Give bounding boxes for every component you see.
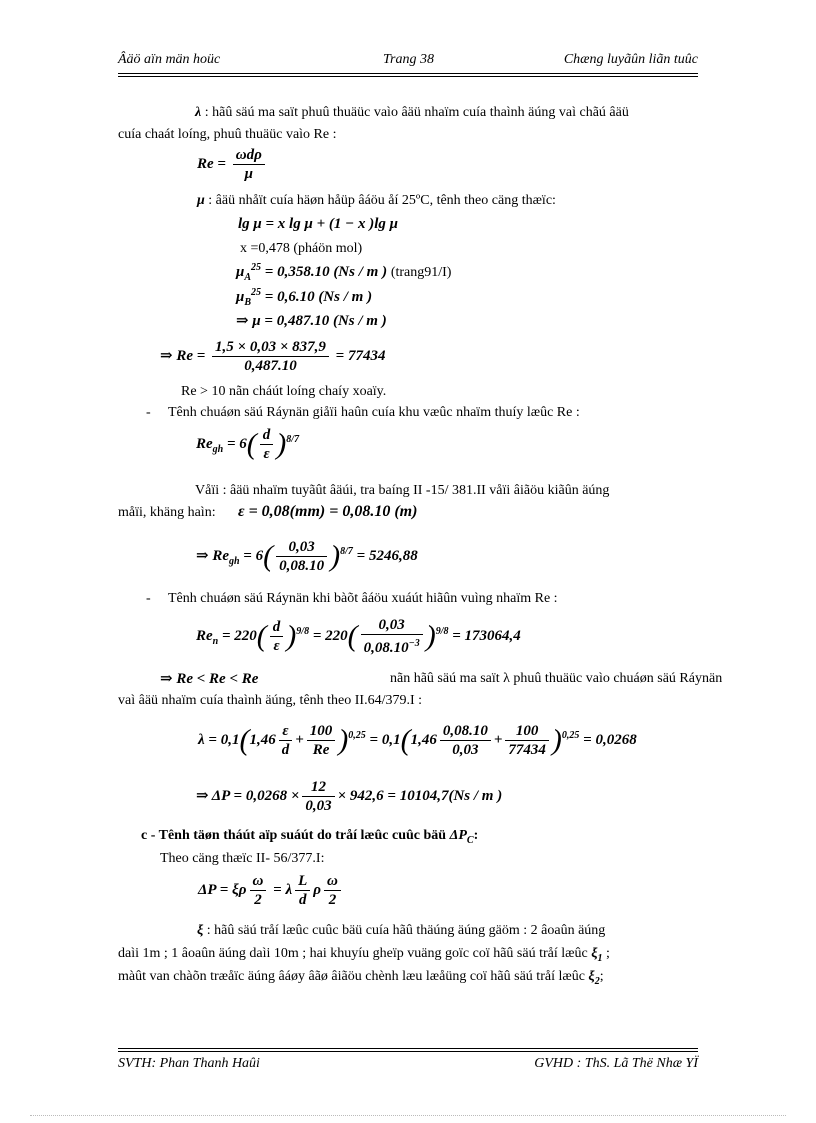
footer-rule-2 [118,1051,698,1052]
condition-text: nãn hãû säú ma saït λ phuû thuäüc vaìo chuáøn säú Ráynän [390,671,723,686]
condition-text-cont: vaì âäü nhaïm cuía thaình äúng, tênh theo II.64/379.I : [118,693,423,708]
lambda-formula: λ = 0,1(1,46 $\frac{\varepsilon}{d}$ + $\frac{100}{Re}$ )$^{0,25}$ = 0,1(1,46 $\frac{0,08.10}{0,03}$ + $\frac{100}{77434}$ )$^{0,25}$ = 0,0268 [198,723,637,758]
bullet-dash-2: - [146,591,151,606]
footer-student: SVTH: Phan Thanh Haûi [118,1056,260,1071]
re-condition: Re > 10 nãn cháút loíng chaíy xoaïy. [181,384,387,399]
section-c-formula-ref: Theo cäng thæïc II- 56/377.I: [160,851,325,866]
xi-definition: ξ : hãû säú tråí læûc cuûc bäü cuía hãû thäúng äúng gäöm : 2 âoaûn äúng [197,923,606,938]
dpc-formula: ΔP = ξρ $\frac{\omega}{2}$ = λ $\frac{L}{d}$ ρ $\frac{\omega}{2}$ [198,872,344,909]
dpm-calculation: ⇒ ΔP = 0,0268 × $\frac{12}{0,03}$ × 942,6 = 10104,7(Ns / m ) [196,779,503,814]
xi-definition-cont: daìi 1m ; 1 âoaûn äúng daìi 10m ; hai khuyíu gheïp vuäng goïc coï hãû säú tråí læûc $\xi_1$ ; [118,946,610,964]
header-right: Chæng luyãûn liãn tuûc [563,52,698,67]
epsilon-definition: Våïi : âäü nhaïm tuyãût âäúi, tra baíng II -15/ 381.II våïi âiãöu kiãûn äúng [195,483,610,498]
footer-rule [118,1048,698,1049]
section-c-title: c - Tênh täøn tháút aïp suáút do tråí læûc cuûc bäü $\Delta P_C$: [141,828,479,846]
page-footer [118,1056,698,1076]
header-page-number: Trang 38 [383,52,434,67]
page-bottom-dotted-line [30,1115,786,1116]
re-calculation: ⇒ Re = $\frac{1,5 \times 0,03 \times 837,9}{0,487.10}$ = 77434 [160,339,386,374]
page-header [118,52,698,72]
header-rule-2 [118,76,698,77]
re-formula: Re = $\frac{\text{ωdρ}}{\mu}$ [197,146,268,183]
lambda-definition: λ : hãû säú ma saït phuû thuäüc vaìo âäü nhaïm cuía thaình äúng vaì chãú âäü [195,105,629,120]
header-rule [118,73,698,74]
ren-heading: Tênh chuáøn säú Ráynän khi bàõt âáöu xuáút hiãûn vuìng nhaïm Re : [168,591,558,606]
regh-formula: $Re_{gh} = 6$( $\frac{d}{\varepsilon}$ )$^{8/7}$ [196,427,300,462]
mu-b-value: $\mu_B^{25} = 0,6.10$ (Ns / m ) [236,287,373,308]
lambda-definition-cont: cuía chaát loíng, phuû thuäüc vaìo Re : [118,127,337,142]
regh-heading: Tênh chuáøn säú Ráynän giåïi haûn cuía khu væûc nhaïm thuíy læûc Re : [168,405,580,420]
mu-definition: μ : âäü nhåït cuía häøn håüp âáöu åí 25ºC, tênh theo cäng thæïc: [197,193,556,208]
lg-mu-formula: lg μ = x lg μ + (1 − x )lg μ [238,216,398,232]
ren-formula: $Re_n = 220$( $\frac{d}{\varepsilon}$ )$^{9/8}$ = 220( $\frac{0,03}{0,08.10^{-3}}$ )$^{9/8}$ = 173064,4 [196,617,521,656]
footer-advisor: GVHD : ThS. Lã Thë Nhæ YÏ [534,1056,698,1071]
regh-calculation: ⇒ $Re_{gh} = 6$( $\frac{0,03}{0,08.10}$ )$^{8/7}$ = 5246,88 [196,539,418,574]
mu-value: ⇒ μ = 0,487.10 (Ns / m ) [236,313,387,329]
xi-definition-cont2: màût van chàõn træåïc äúng âáøy âãø âiãöu chènh læu læåüng coï hãû säú tråí læûc $\xi_2$; [118,969,604,987]
epsilon-value: ε = 0,08(mm) = 0,08.10 (m) [238,503,418,520]
epsilon-definition-cont: måïi, khäng haìn: [118,505,216,520]
xf-value: x =0,478 (pháön mol) [240,241,363,256]
re-range-condition: ⇒ Re < Re < Re [160,671,259,687]
header-left: Âäö aïn män hoüc [118,52,221,67]
mu-a-value: $\mu_A^{25} = 0,358.10$ (Ns / m ) (trang91/I) [236,262,452,283]
bullet-dash-1: - [146,405,151,420]
